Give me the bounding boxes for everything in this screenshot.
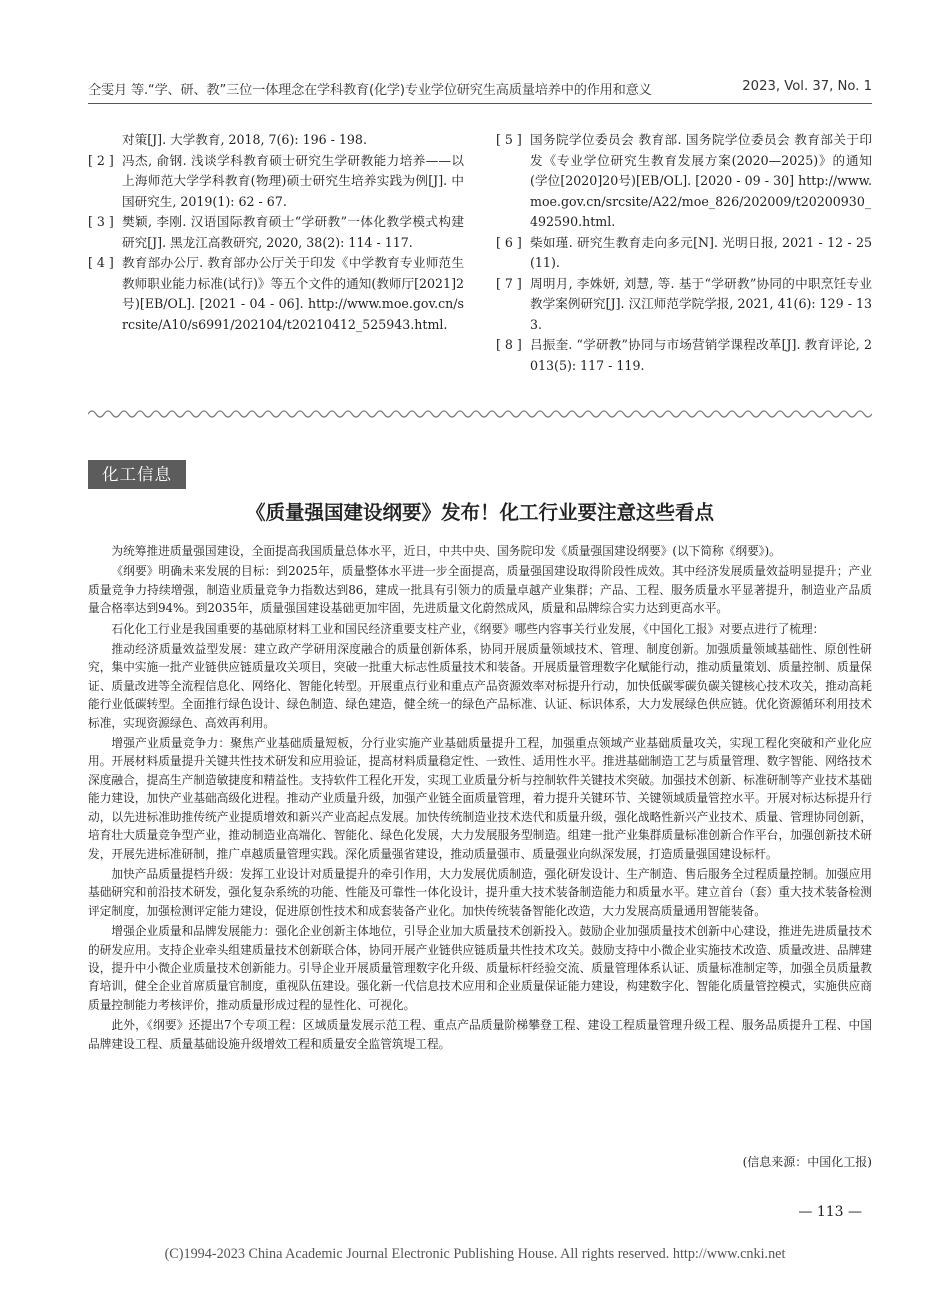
reference-item bbox=[88, 151, 464, 213]
paragraph: 《纲要》明确未来发展的目标：到2025年，质量整体水平进一步全面提高，质量强国建设取得阶段性成效。其中经济发展质量效益明显提升；产业质量竞争力持续增强，制造业质量竞争力指数达到86，建成一批具有引领力的质量卓越产业集群；产品、工程、服务质量水平显著提升，制造业产品质量合格率达到94%。到2035年，质量强国建设基础更加牢固，先进质量文化蔚然成风，质量和品牌综合实力达到更高水平。 bbox=[88, 564, 872, 616]
paragraph: 推动经济质量效益型发展：建立政产学研用深度融合的质量创新体系，协同开展质量领域技术、管理、制度创新。加强质量领域基础性、原创性研究，集中实施一批产业链供应链质量攻关项目，突破一批重大标志性质量技术和装备。开展质量管理数字化赋能行动，推动质量策划、质量控制、质量保证、质量改进等全流程信息化、网络化、智能化转型。开展重点行业和重点产品资源效率对标提升行动，加快低碳零碳负碳关键核心技术攻关，推动高耗能行业低碳转型。全面推行绿色设计、绿色制造、绿色建造，健全统一的绿色产品标准、认证、标识体系，大力发展绿色供应链。优化资源循环利用技术标准，实现资源绿色、高效再利用。 bbox=[88, 642, 872, 730]
reference-number: [ 4 ] bbox=[88, 255, 114, 270]
reference-item bbox=[88, 253, 464, 335]
page-number: — 113 — bbox=[798, 1204, 862, 1220]
reference-text: 樊颖, 李刚. 汉语国际教育硕士“学研教”一体化教学模式构建研究[J]. 黑龙江高教研究, 2020, 38(2): 114 - 117. bbox=[122, 214, 464, 250]
info-source: (信息来源：中国化工报) bbox=[742, 1155, 872, 1169]
reference-number: [ 5 ] bbox=[496, 132, 522, 147]
article-body bbox=[88, 542, 872, 1055]
paragraph: 此外，《纲要》还提出7个专项工程：区域质量发展示范工程、重点产品质量阶梯攀登工程、建设工程质量管理升级工程、服务品质提升工程、中国品牌建设工程、质量基础设施升级增效工程和质量安全监管筑堤工程。 bbox=[88, 1018, 872, 1051]
reference-text: 周明月, 李姝妍, 刘慧, 等. 基于“学研教”协同的中职烹饪专业教学案例研究[J]. 汉江师范学院学报, 2021, 41(6): 129 - 133. bbox=[530, 275, 872, 332]
reference-item bbox=[496, 130, 872, 233]
reference-number: [ 7 ] bbox=[496, 275, 522, 291]
reference-text: 吕振奎. “学研教”协同与市场营销学课程改革[J]. 教育评论, 2013(5): 117 - 119. bbox=[530, 337, 872, 373]
paragraph: 增强产业质量竞争力：聚焦产业基础质量短板，分行业实施产业基础质量提升工程，加强重点领域产业基础质量攻关，实现工程化突破和产业化应用。开展材料质量提升关键共性技术研发和应用验证，提高材料质量稳定性、一致性、适用性水平。推进基础制造工艺与质量管理、数字智能、网络技术深度融合，提高生产制造敏捷度和精益性。支持软件工程化开发，实现工业质量分析与控制软件关键技术突破。加强技术创新、标准研制等产业技术基础能力建设，加快产业基础高级化进程。推动产业质量升级，加强产业链全面质量管理，着力提升关键环节、关键领域质量管控水平。开展对标达标提升行动，以先进标准助推传统产业提质增效和新兴产业高起点发展。加快传统制造业技术迭代和质量升级，强化战略性新兴产业技术、质量、管理协同创新，培育壮大质量竞争型产业，推动制造业高端化、智能化、绿色化发展，大力发展服务型制造。组建一批产业集群质量标准创新合作平台，加强创新技术研发，开展先进标准研制，推广卓越质量管理实践。深化质量强省建设，推动质量强市、质量强业向纵深发展，打造质量强国建设标杆。 bbox=[88, 736, 872, 861]
reference-number: [ 8 ] bbox=[496, 337, 522, 352]
article-title: 《质量强国建设纲要》发布！化工行业要注意这些看点 bbox=[245, 501, 714, 524]
reference-text: 对策[J]. 大学教育, 2018, 7(6): 196 - 198. bbox=[122, 132, 367, 147]
header-article-info: 仝雯月 等.“学、研、教”三位一体理念在学科教育(化学)专业学位研究生高质量培养中的作用和意义 bbox=[88, 83, 652, 98]
reference-text: 柴如瑾. 研究生教育走向多元[N]. 光明日报, 2021 - 12 - 25(11). bbox=[530, 234, 872, 270]
reference-item bbox=[496, 335, 872, 376]
paragraph: 增强企业质量和品牌发展能力：强化企业创新主体地位，引导企业加大质量技术创新投入。鼓励企业加强质量技术创新中心建设，推进先进质量技术的研发应用。支持企业牵头组建质量技术创新联合体，协同开展产业链供应链质量共性技术攻关。鼓励支持中小微企业实施技术改造、质量改进、品牌建设，提升中小微企业质量技术创新能力。引导企业开展质量管理数字化升级、质量标杆经验交流、质量管理体系认证、质量标准制定等，加强全员质量教育培训，健全企业首席质量官制度，重视队伍建设。强化新一代信息技术应用和企业质量保证能力建设，构建数字化、智能化质量管控模式，实施供应商质量控制能力考核评价，推动质量形成过程的显性化、可视化。 bbox=[88, 924, 872, 1012]
reference-item bbox=[496, 233, 872, 274]
paragraph: 石化化工行业是我国重要的基础原材料工业和国民经济重要支柱产业，《纲要》哪些内容事关行业发展，《中国化工报》对要点进行了梳理： bbox=[111, 621, 825, 636]
reference-item bbox=[496, 274, 872, 336]
reference-item bbox=[88, 212, 464, 253]
paragraph: 加快产品质量提档升级：发挥工业设计对质量提升的牵引作用，大力发展优质制造，强化研发设计、生产制造、售后服务全过程质量控制。加强应用基础研究和前沿技术研发，强化复杂系统的功能、性能及可靠性一体化设计，提升重大技术装备制造能力和质量水平。建立首台（套）重大技术装备检测评定制度，加强检测评定能力建设，促进原创性技术和成套装备产业化。加快传统装备智能化改造，大力发展高质量通用智能装备。 bbox=[88, 866, 872, 918]
reference-text: 国务院学位委员会 教育部. 国务院学位委员会 教育部关于印发《专业学位研究生教育发展方案(2020—2025)》的通知(学位[2020]20号)[EB/OL]. [2020 - 09 - 30] http://www.moe.gov.cn/srcsite/A22/moe_826/202009/t20200930_492590.html. bbox=[530, 132, 872, 229]
section-tag: 化工信息 bbox=[88, 460, 186, 489]
reference-number: [ 2 ] bbox=[88, 152, 114, 168]
reference-number: [ 6 ] bbox=[496, 234, 522, 250]
references-column-left bbox=[88, 130, 464, 335]
reference-text: 教育部办公厅. 教育部办公厅关于印发《中学教育专业师范生教师职业能力标准(试行)》等五个文件的通知(教师厅[2021]2号)[EB/OL]. [2021 - 04 - 06]. http://www.moe.gov.cn/srcsite/A10/s6991/202104/t20210412_525943.html. bbox=[122, 255, 464, 332]
references-column-right bbox=[496, 130, 872, 376]
copyright-footer: (C)1994-2023 China Academic Journal Electronic Publishing House. All rights reserved. http://www.cnki.net bbox=[164, 1246, 786, 1262]
running-header bbox=[88, 79, 872, 104]
paragraph: 为统筹推进质量强国建设，全面提高我国质量总体水平，近日，中共中央、国务院印发《质量强国建设纲要》(以下简称《纲要》)。 bbox=[111, 544, 781, 558]
header-volume-info: 2023, Vol. 37, No. 1 bbox=[742, 79, 872, 94]
reference-text: 冯杰, 俞钢. 浅谈学科教育硕士研究生学研教能力培养——以上海师范大学学科教育(物理)硕士研究生培养实践为例[J]. 中国研究生, 2019(1): 62 - 67. bbox=[122, 152, 464, 209]
wavy-divider bbox=[88, 408, 872, 420]
reference-item bbox=[88, 130, 464, 151]
reference-number: [ 3 ] bbox=[88, 214, 114, 229]
